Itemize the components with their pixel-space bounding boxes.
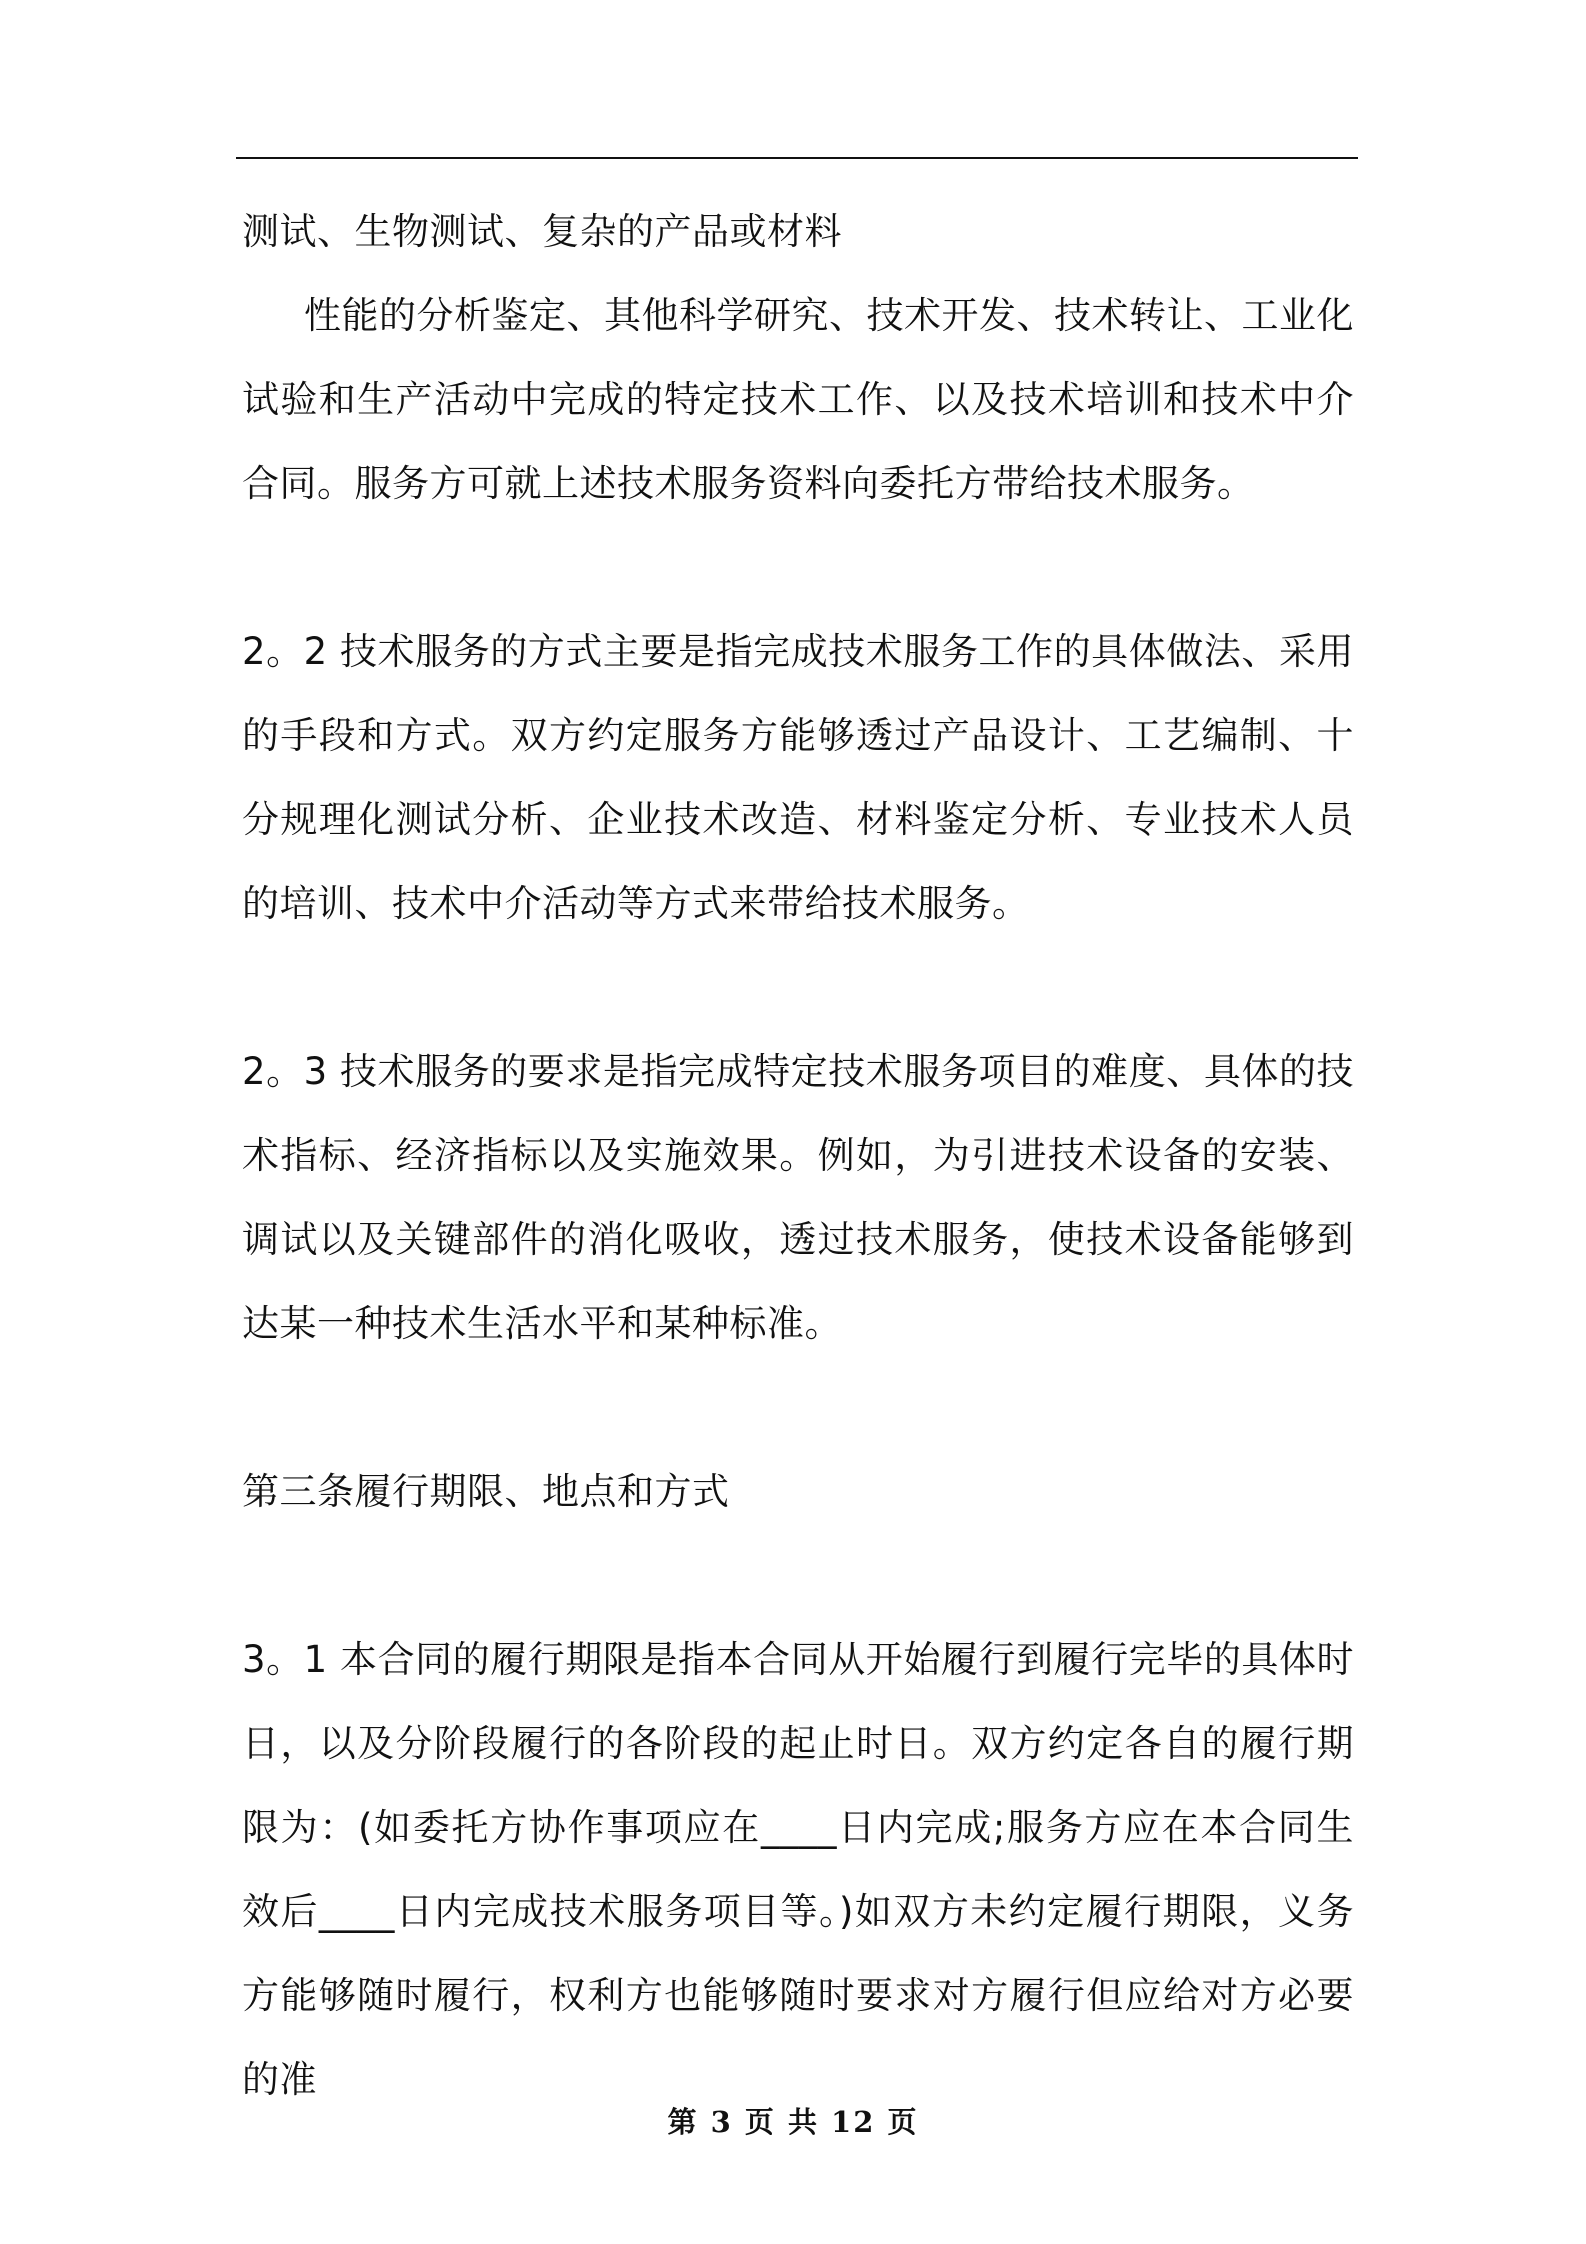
page-number-footer: 第 3 页 共 12 页 [667,2105,919,2139]
paragraph-2-3: 2。3 技术服务的要求是指完成特定技术服务项目的难度、具体的技术指标、经济指标以及实施效果。例如，为引进技术设备的安装、调试以及关键部件的消化吸收，透过技术服务，使技术设备能够到达某一种技术生活水平和某种标准。 [242,1050,1354,1345]
document-body [242,190,1354,2122]
paragraph-2-2: 2。2 技术服务的方式主要是指完成技术服务工作的具体做法、采用的手段和方式。双方约定服务方能够透过产品设计、工艺编制、十分规理化测试分析、企业技术改造、材料鉴定分析、专业技术人员的培训、技术中介活动等方式来带给技术服务。 [242,630,1354,925]
paragraph-continuation: 测试、生物测试、复杂的产品或材料 [242,210,842,253]
section-heading-article-3: 第三条履行期限、地点和方式 [242,1470,730,1513]
paragraph-service-scope: 性能的分析鉴定、其他科学研究、技术开发、技术转让、工业化试验和生产活动中完成的特定技术工作、以及技术培训和技术中介合同。服务方可就上述技术服务资料向委托方带给技术服务。 [242,294,1354,505]
paragraph-3-1: 3。1 本合同的履行期限是指本合同从开始履行到履行完毕的具体时日，以及分阶段履行的各阶段的起止时日。双方约定各自的履行期限为：(如委托方协作事项应在____日内完成;服务方应在本合同生效后____日内完成技术服务项目等。)如双方未约定履行期限，义务方能够随时履行，权利方也能够随时要求对方履行但应给对方必要的准 [242,1638,1354,2101]
header-rule [236,157,1358,159]
